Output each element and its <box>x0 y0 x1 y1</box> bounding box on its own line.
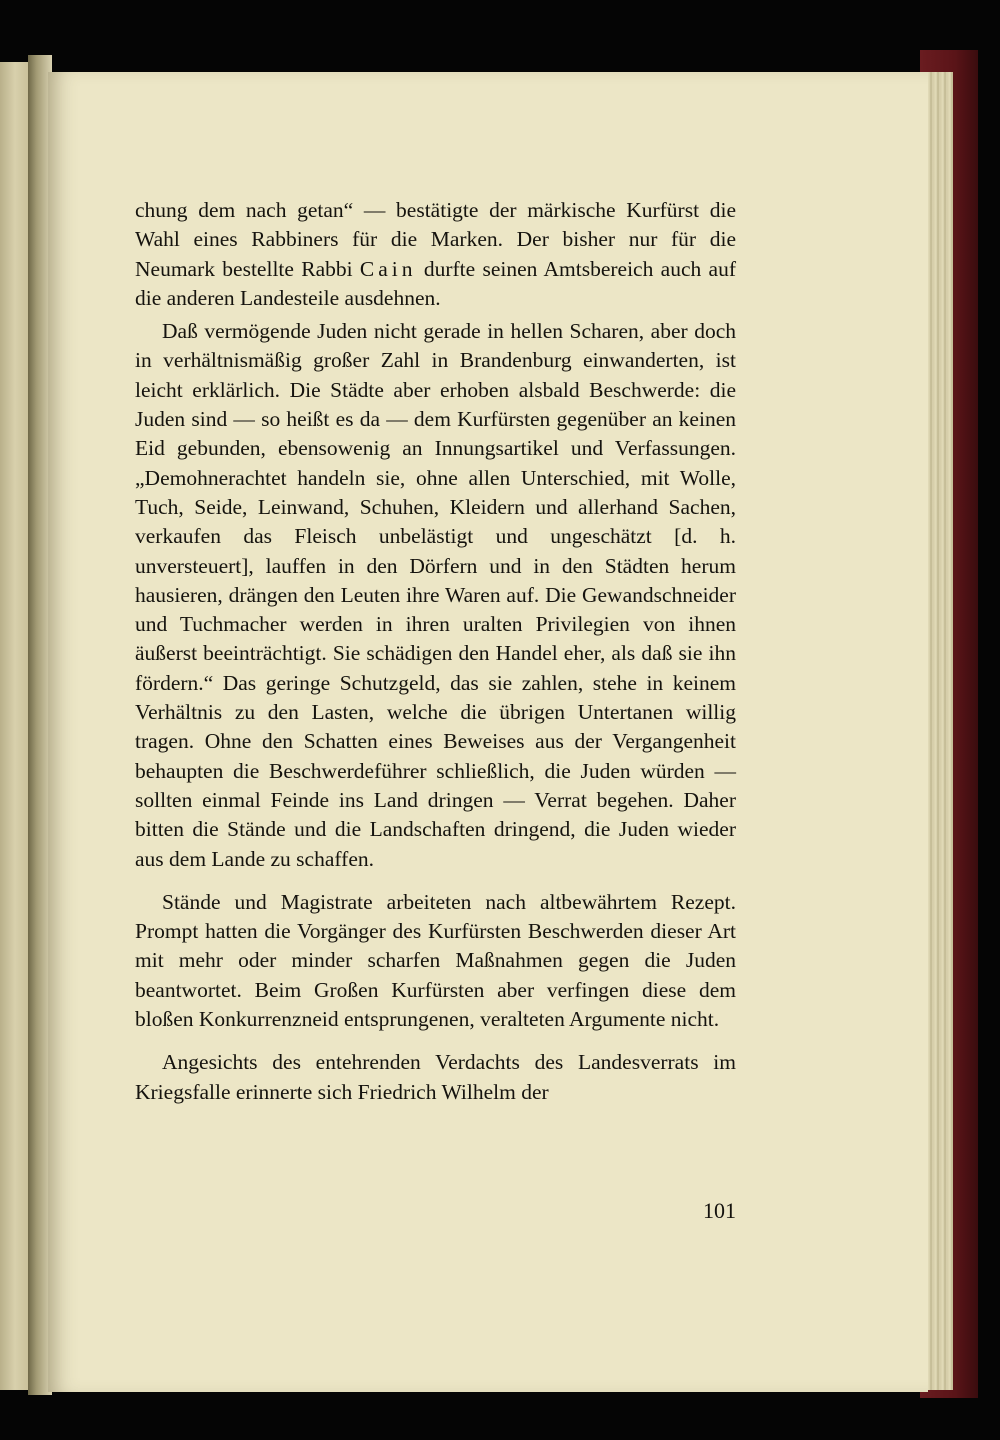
paragraph-2: Daß vermögende Juden nicht gerade in hellen Scharen, aber doch in verhältnismäßig großer Zahl in Brandenburg einwanderten, ist leicht erklärlich. Die Städte aber erhoben alsbald Beschwerde: die Juden sind — so heißt es da — dem Kurfürsten gegenüber an keinen Eid gebunden, ebensowenig an Innungsartikel und Verfassungen. „Demohnerachtet handeln sie, ohne allen Unterschied, mit Wolle, Tuch, Seide, Leinwand, Schuhen, Kleidern und allerhand Sachen, verkaufen das Fleisch unbelästigt und ungeschätzt [d. h. unversteuert], lauffen in den Dörfern und in den Städten herum hausieren, drängen den Leuten ihre Waren auf. Die Gewandschneider und Tuchmacher werden in ihren uralten Privilegien von ihnen äußerst beeinträchtigt. Sie schädigen den Handel eher, als daß sie ihn fördern.“ Das geringe Schutzgeld, das sie zahlen, stehe in keinem Verhältnis zu den Lasten, welche die übrigen Untertanen willig tragen. Ohne den Schatten eines Beweises aus der Vergangenheit behaupten die Beschwerdeführer schließlich, die Juden würden — sollten einmal Feinde ins Land dringen — Verrat begehen. Daher bitten die Stände und die Landschaften dringend, die Juden wieder aus dem Lande zu schaffen. <box>135 319 736 871</box>
spaced-name-cain: Cain <box>359 256 417 281</box>
paragraph-3: Stände und Magistrate arbeiteten nach altbewährtem Rezept. Prompt hatten die Vorgänger des Kurfürsten Beschwerden dieser Art mit mehr oder minder scharfen Maßnahmen gegen die Juden beantwortet. Beim Großen Kurfürsten aber verfingen diese dem bloßen Konkurrenzneid entsprungenen, veralteten Argumente nicht. <box>135 889 736 1032</box>
paragraph-1-part-2: durfte seinen Amtsbereich auch auf die anderen Landesteile ausdehnen. <box>135 256 736 310</box>
page-number: 101 <box>703 1198 736 1223</box>
left-page-edge <box>0 62 30 1390</box>
paragraph-1-part-1: chung dem nach getan“ — bestätigte der märkische Kurfürst die Wahl eines Rabbiners für die Marken. Der bisher nur für die Neumark bestellte Rabbi <box>135 198 736 281</box>
body-text <box>135 196 736 1107</box>
paragraph-1 <box>135 196 736 313</box>
paragraph-4: Angesichts des entehrenden Verdachts des Landesverrats im Kriegsfalle erinnerte sich Friedrich Wilhelm der <box>135 1050 736 1104</box>
